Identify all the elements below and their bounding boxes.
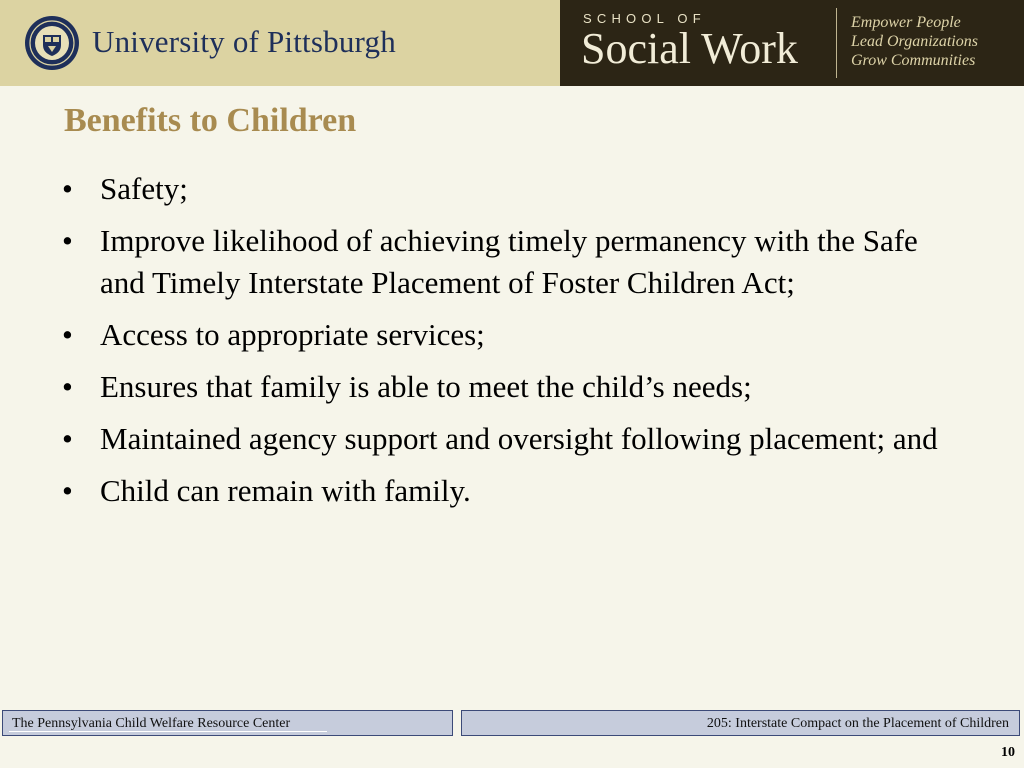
bullet-marker: • [62,317,73,352]
tagline-line-2: Lead Organizations [851,33,978,50]
university-name: University of Pittsburgh [92,24,396,59]
tagline-line-3: Grow Communities [851,52,976,69]
bullet-marker: • [62,171,73,206]
bullet-item [62,418,962,460]
bullet-marker: • [62,421,73,456]
bullet-item [62,366,962,408]
page-number: 10 [1001,745,1015,760]
bullet-item [62,220,962,304]
social-work-label: Social Work [581,24,798,73]
footer-right-box [461,710,1020,736]
bullet-text: Improve likelihood of achieving timely permanency with the Safe and Timely Interstate Placement of Foster Children Act; [100,223,918,300]
bullet-text: Maintained agency support and oversight following placement; and [100,421,938,456]
university-seal-icon [24,15,80,71]
bullet-marker: • [62,473,73,508]
bullet-text: Safety; [100,171,188,206]
bullet-item [62,168,962,210]
bullet-list [62,168,962,522]
bullet-item [62,314,962,356]
bullet-item [62,470,962,512]
header-banner [0,0,1024,86]
school-of-label: SCHOOL OF [583,11,706,26]
banner-divider [836,8,837,78]
footer-right-text: 205: Interstate Compact on the Placement of Children [706,716,1009,731]
footer-left-text: The Pennsylvania Child Welfare Resource Center [12,716,291,731]
footer-underline [9,731,327,732]
bullet-text: Ensures that family is able to meet the child’s needs; [100,369,752,404]
bullet-text: Access to appropriate services; [100,317,485,352]
tagline-line-1: Empower People [851,14,961,31]
bullet-text: Child can remain with family. [100,473,471,508]
university-banner [0,0,560,86]
bullet-marker: • [62,223,73,258]
bullet-marker: • [62,369,73,404]
slide-title: Benefits to Children [64,102,357,139]
footer-left-box [2,710,453,736]
